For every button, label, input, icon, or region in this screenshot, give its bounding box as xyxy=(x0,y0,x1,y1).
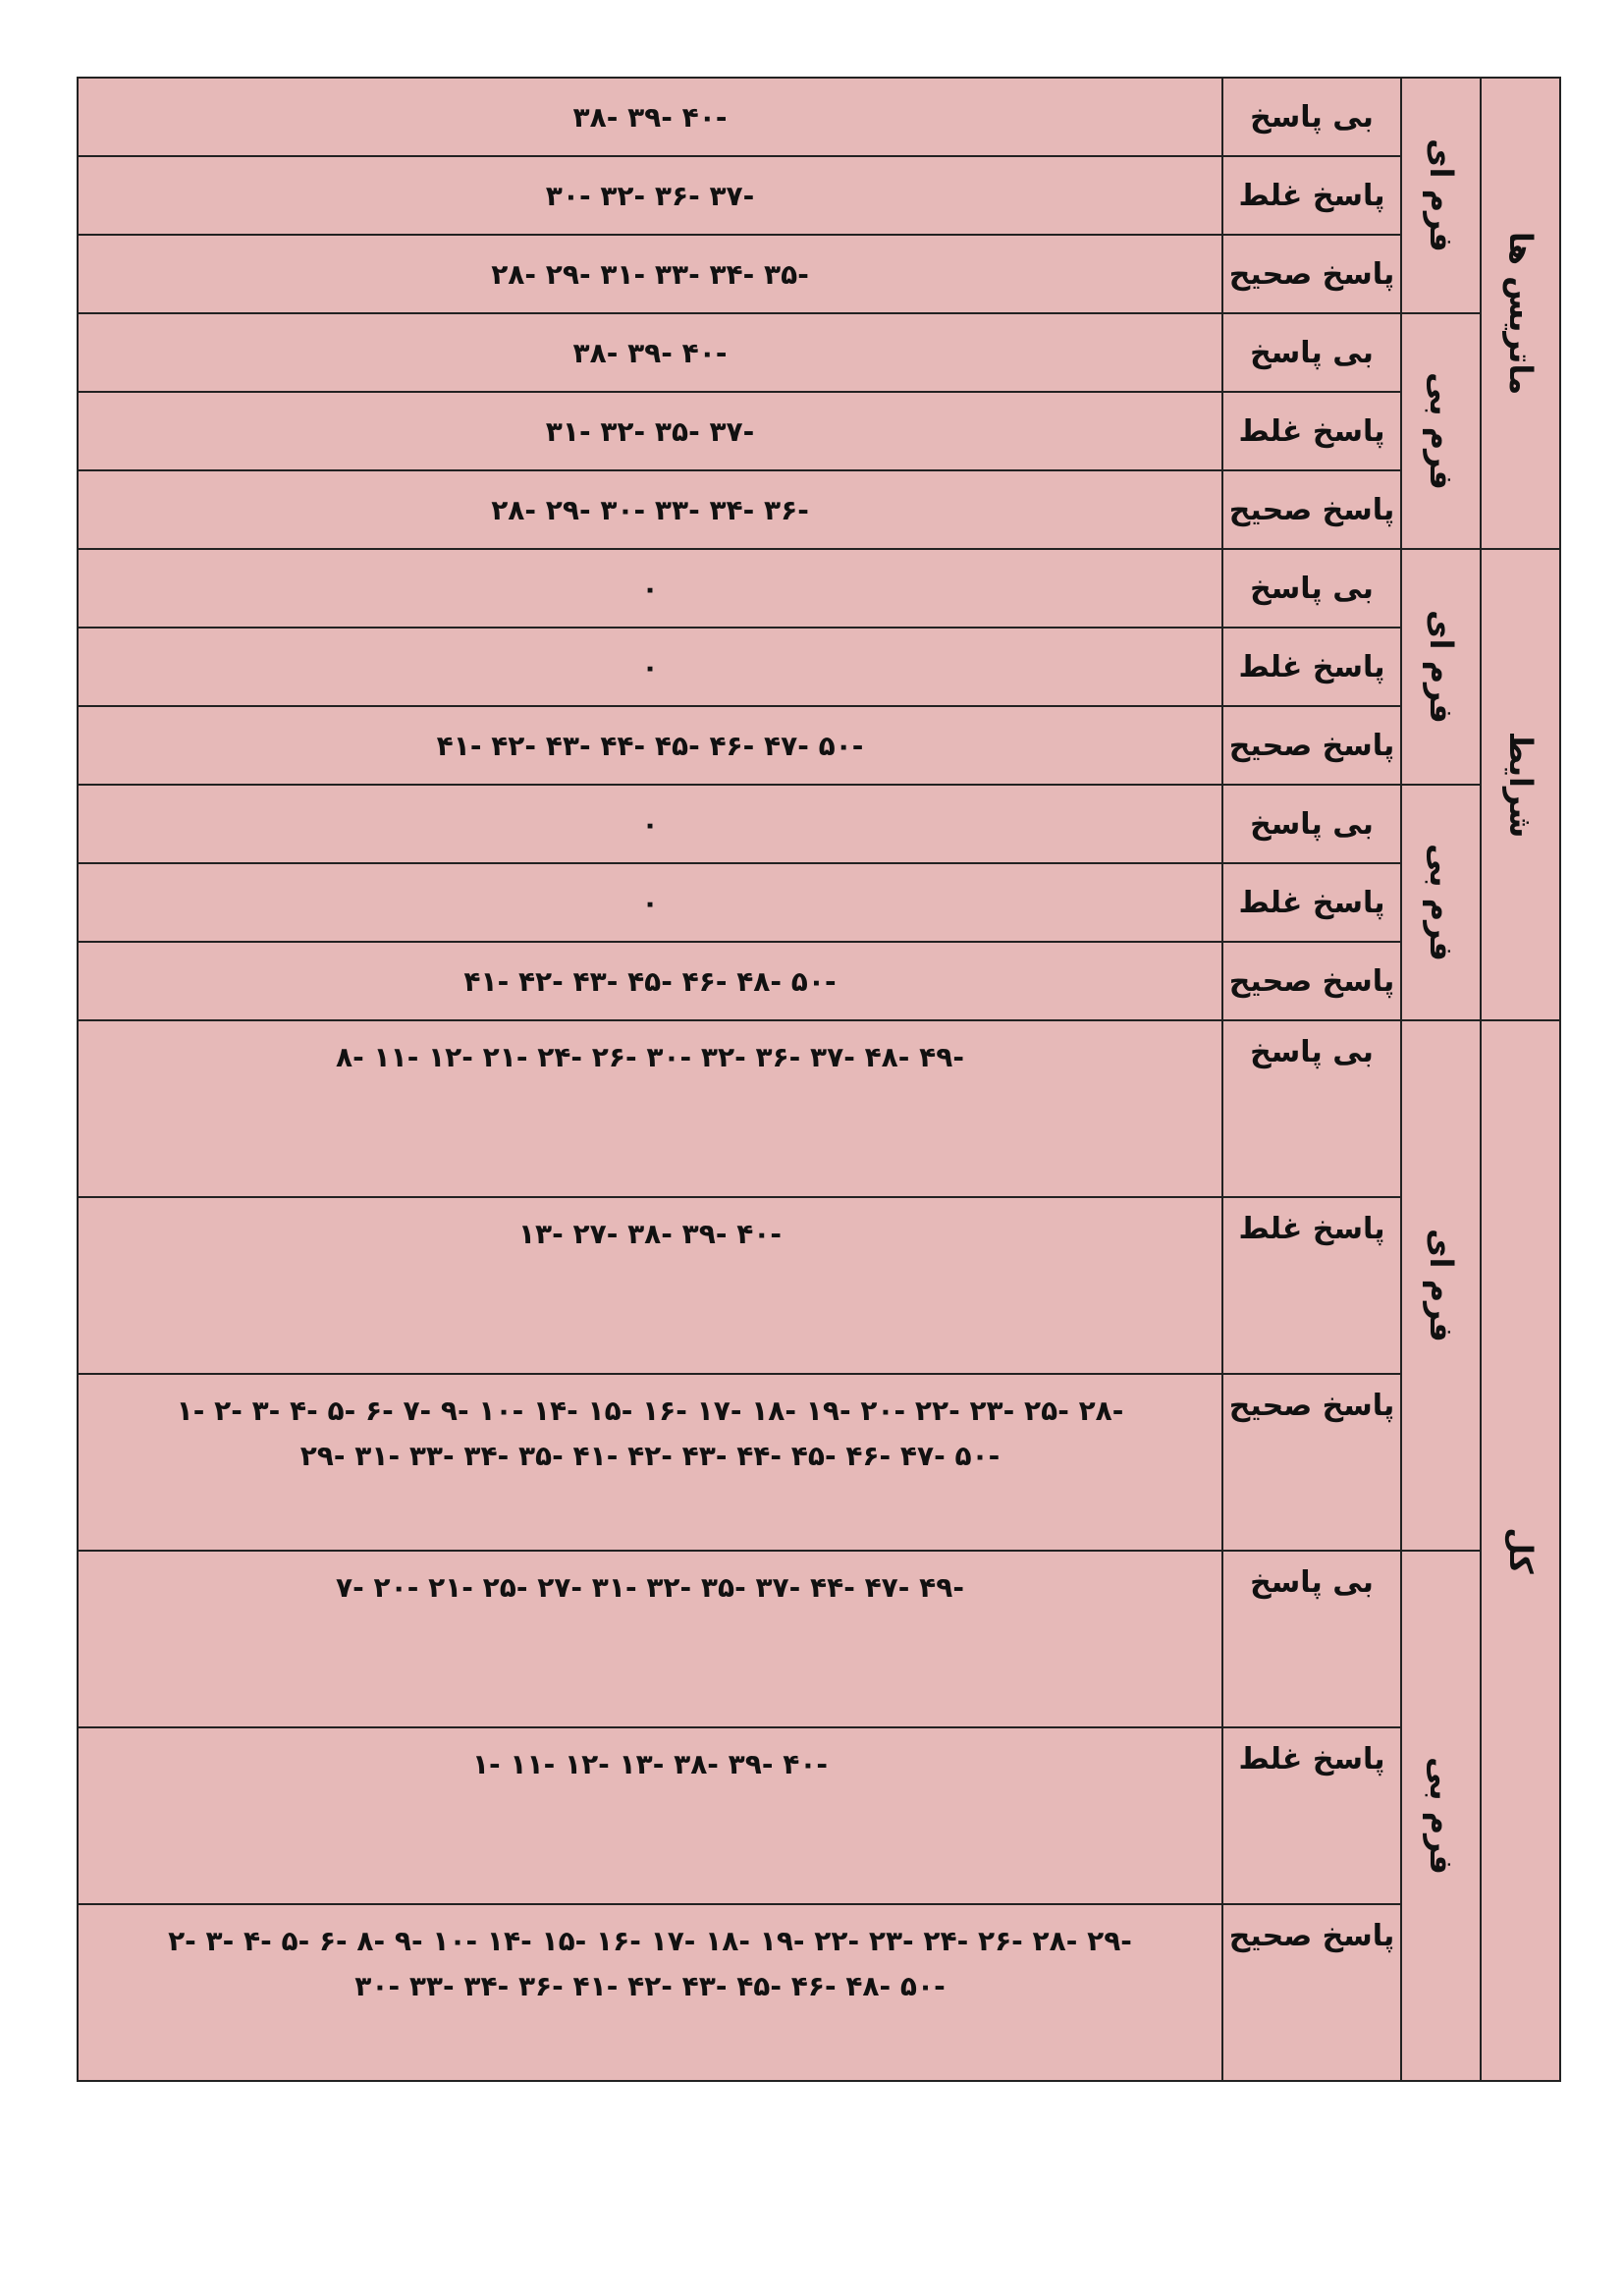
table-row xyxy=(78,313,1560,392)
table-row xyxy=(78,549,1560,628)
section-title: شرایط xyxy=(1501,731,1540,839)
table-row xyxy=(78,1197,1560,1374)
values-cell: -۳۶ -۳۴ -۳۳ -۳۰ -۲۹ -۲۸ xyxy=(78,470,1222,549)
values-cell: -۴۹ -۴۸ -۳۷ -۳۶ -۳۲ -۳۰ -۲۶ -۲۴ -۲۱ -۱۲ -۱۱ -۸ xyxy=(78,1020,1222,1197)
table-row xyxy=(78,1374,1560,1551)
values-cell: -۳۵ -۳۴ -۳۳ -۳۱ -۲۹ -۲۸ xyxy=(78,235,1222,313)
values-cell: ۰ xyxy=(78,785,1222,863)
values-cell: -۲۸ -۲۵ -۲۳ -۲۲ -۲۰ -۱۹ -۱۸ -۱۷ -۱۶ -۱۵ -۱۴ -۱۰ -۹ -۷ -۶ -۵ -۴ -۳ -۲ -۱ -۵۰ -۴۷ -۴۶ -۴۵ -۴۴ -۴۳ -۴۲ -۴۱ -۳۵ -۳۴ -۳۳ -۳۱ -۲۹ xyxy=(78,1374,1222,1551)
table-row xyxy=(78,1904,1560,2081)
status-label: پاسخ غلط xyxy=(1222,1197,1401,1374)
status-label: پاسخ غلط xyxy=(1222,156,1401,235)
table-row xyxy=(78,392,1560,470)
table-row xyxy=(78,1727,1560,1904)
values-cell: ۰ xyxy=(78,628,1222,706)
status-label: بی پاسخ xyxy=(1222,1020,1401,1197)
table-row xyxy=(78,78,1560,156)
status-label: بی پاسخ xyxy=(1222,549,1401,628)
status-label: پاسخ صحیح xyxy=(1222,470,1401,549)
table-row xyxy=(78,785,1560,863)
table-row xyxy=(78,706,1560,785)
table-row xyxy=(78,156,1560,235)
section-title-cell xyxy=(1481,549,1560,1020)
status-label: پاسخ غلط xyxy=(1222,392,1401,470)
table-row xyxy=(78,942,1560,1020)
section-title-cell xyxy=(1481,1020,1560,2081)
table-row xyxy=(78,1551,1560,1727)
form-label-cell xyxy=(1401,313,1481,549)
values-cell: -۵۰ -۴۸ -۴۶ -۴۵ -۴۳ -۴۲ -۴۱ xyxy=(78,942,1222,1020)
values-cell: -۴۰ -۳۹ -۳۸ -۱۳ -۱۲ -۱۱ -۱ xyxy=(78,1727,1222,1904)
values-cell: -۴۰ -۳۹ -۳۸ xyxy=(78,313,1222,392)
form-label: فرم ای xyxy=(1422,1229,1460,1342)
section-title-cell xyxy=(1481,78,1560,549)
form-label: فرم بی xyxy=(1422,372,1460,490)
status-label: پاسخ غلط xyxy=(1222,1727,1401,1904)
status-label: پاسخ غلط xyxy=(1222,628,1401,706)
values-cell: -۴۹ -۴۷ -۴۴ -۳۷ -۳۵ -۳۲ -۳۱ -۲۷ -۲۵ -۲۱ -۲۰ -۷ xyxy=(78,1551,1222,1727)
section-title: کل xyxy=(1501,1527,1540,1574)
form-label: فرم بی xyxy=(1422,844,1460,961)
status-label: بی پاسخ xyxy=(1222,785,1401,863)
status-label: پاسخ صحیح xyxy=(1222,706,1401,785)
table-row xyxy=(78,470,1560,549)
values-cell: -۵۰ -۴۷ -۴۶ -۴۵ -۴۴ -۴۳ -۴۲ -۴۱ xyxy=(78,706,1222,785)
section-title: ماتریس ها xyxy=(1501,231,1540,396)
form-label: فرم ای xyxy=(1422,138,1460,252)
form-label: فرم بی xyxy=(1422,1757,1460,1875)
table-row xyxy=(78,1020,1560,1197)
status-label: پاسخ صحیح xyxy=(1222,1374,1401,1551)
values-cell: -۳۷ -۳۶ -۳۲ -۳۰ xyxy=(78,156,1222,235)
status-label: پاسخ صحیح xyxy=(1222,235,1401,313)
values-cell: -۴۰ -۳۹ -۳۸ -۲۷ -۱۳ xyxy=(78,1197,1222,1374)
status-label: پاسخ غلط xyxy=(1222,863,1401,942)
status-label: بی پاسخ xyxy=(1222,1551,1401,1727)
status-label: بی پاسخ xyxy=(1222,313,1401,392)
status-label: پاسخ صحیح xyxy=(1222,942,1401,1020)
status-label: پاسخ صحیح xyxy=(1222,1904,1401,2081)
table-row xyxy=(78,863,1560,942)
answer-analysis-table xyxy=(77,77,1561,2082)
table-row xyxy=(78,235,1560,313)
values-cell: ۰ xyxy=(78,863,1222,942)
form-label-cell xyxy=(1401,78,1481,313)
table-row xyxy=(78,628,1560,706)
form-label-cell xyxy=(1401,1551,1481,2081)
values-cell: -۲۹ -۲۸ -۲۶ -۲۴ -۲۳ -۲۲ -۱۹ -۱۸ -۱۷ -۱۶ -۱۵ -۱۴ -۱۰ -۹ -۸ -۶ -۵ -۴ -۳ -۲ -۵۰ -۴۸ -۴۶ -۴۵ -۴۳ -۴۲ -۴۱ -۳۶ -۳۴ -۳۳ -۳۰ xyxy=(78,1904,1222,2081)
values-cell: -۴۰ -۳۹ -۳۸ xyxy=(78,78,1222,156)
form-label-cell xyxy=(1401,549,1481,785)
status-label: بی پاسخ xyxy=(1222,78,1401,156)
values-cell: ۰ xyxy=(78,549,1222,628)
form-label: فرم ای xyxy=(1422,610,1460,724)
values-cell: -۳۷ -۳۵ -۳۲ -۳۱ xyxy=(78,392,1222,470)
form-label-cell xyxy=(1401,785,1481,1020)
form-label-cell xyxy=(1401,1020,1481,1551)
